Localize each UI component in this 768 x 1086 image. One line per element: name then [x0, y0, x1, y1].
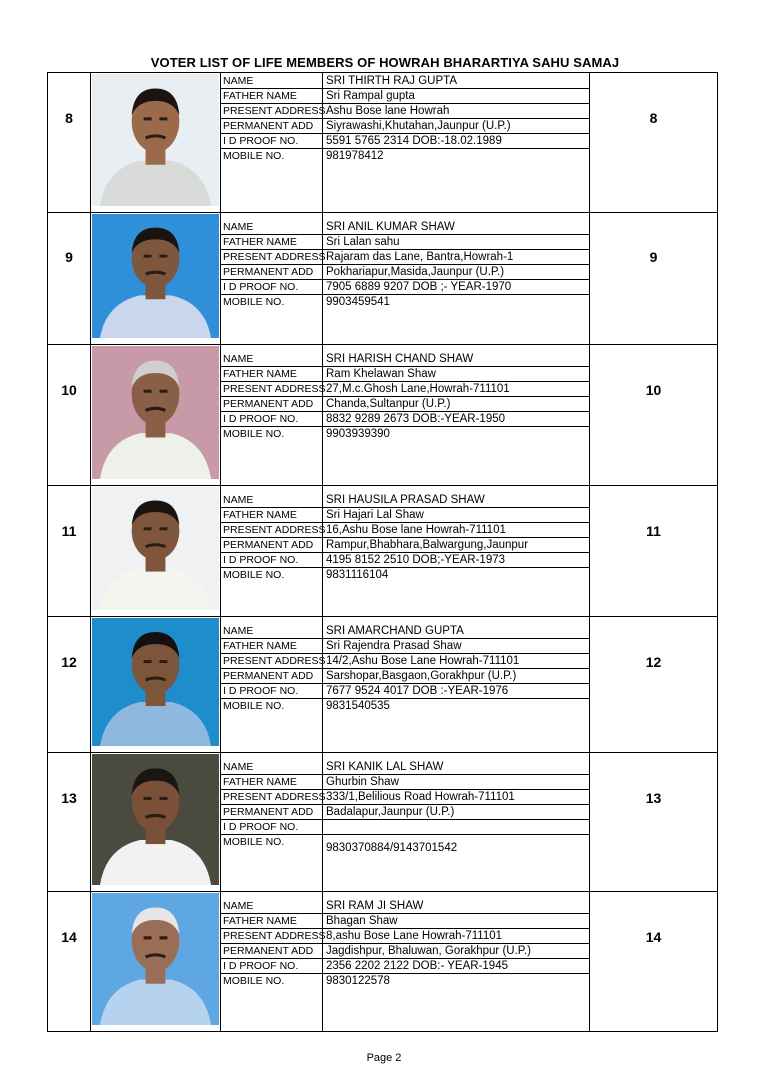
- field-permanent: Siyrawashi,Khutahan,Jaunpur (U.P.): [326, 120, 511, 132]
- member-row: [48, 486, 718, 617]
- serial-cell-right: [590, 753, 718, 891]
- field-label-line: [221, 427, 322, 442]
- serial-cell-left: [48, 73, 91, 212]
- field-value-line: [323, 654, 589, 669]
- member-photo-frame: [92, 346, 219, 479]
- field-value-line: [323, 104, 589, 119]
- serial-number: 12: [61, 654, 77, 670]
- serial-number: 9: [65, 249, 73, 265]
- field-value-line: [323, 568, 589, 583]
- field-value-line: [323, 280, 589, 295]
- field-present: 14/2,Ashu Bose Lane Howrah-711101: [326, 655, 520, 667]
- field-value-line: [323, 89, 589, 104]
- serial-number-right: 10: [645, 382, 662, 398]
- member-photo: [92, 214, 219, 338]
- field-present: 16,Ashu Bose lane Howrah-711101: [326, 524, 506, 536]
- photo-cell: [91, 73, 221, 212]
- field-value-line: [323, 669, 589, 684]
- field-name: SRI KANIK LAL SHAW: [326, 761, 444, 773]
- serial-number: 8: [65, 110, 73, 126]
- field-label: NAME: [223, 761, 254, 773]
- serial-cell-left: [48, 486, 91, 616]
- photo-cell: [91, 213, 221, 344]
- field-value-line: [323, 493, 589, 508]
- serial-cell-left: [48, 892, 91, 1031]
- field-label-line: [221, 790, 326, 805]
- field-value-line: [323, 250, 589, 265]
- field-label-line: [221, 523, 326, 538]
- field-value-line: [323, 295, 589, 310]
- field-value-line: [323, 639, 589, 654]
- serial-number: 14: [61, 929, 77, 945]
- field-value-line: [323, 805, 589, 820]
- field-value-line: [323, 959, 589, 974]
- field-idproof: 2356 2202 2122 DOB:- YEAR-1945: [326, 960, 508, 972]
- field-value-line: [323, 523, 589, 538]
- field-label: PRESENT ADDRESS: [223, 105, 326, 117]
- field-permanent: Rampur,Bhabhara,Balwargung,Jaunpur: [326, 539, 529, 551]
- field-value-line: [323, 235, 589, 250]
- label-column: [221, 753, 326, 891]
- field-father: Ghurbin Shaw: [326, 776, 399, 788]
- field-label: PRESENT ADDRESS: [223, 251, 326, 263]
- serial-cell-right: [590, 617, 718, 752]
- serial-number-right: 13: [645, 790, 662, 806]
- field-label-line: [221, 382, 326, 397]
- field-value-line: [323, 119, 589, 134]
- voter-table: [47, 72, 718, 1032]
- field-label: FATHER NAME: [223, 368, 297, 380]
- field-value-line: [323, 397, 589, 412]
- field-value-line: [323, 974, 589, 989]
- field-label: FATHER NAME: [223, 776, 297, 788]
- field-value-line: [323, 352, 589, 367]
- serial-number: 10: [61, 382, 77, 398]
- field-label: NAME: [223, 353, 254, 365]
- field-label: FATHER NAME: [223, 236, 297, 248]
- value-column: [323, 73, 590, 212]
- field-label: I D PROOF NO.: [223, 554, 299, 566]
- field-mobile: 9831116104: [326, 569, 389, 581]
- field-value-line: [323, 149, 589, 164]
- field-value-line: [323, 929, 589, 944]
- field-mobile: 981978412: [326, 150, 384, 162]
- field-label: MOBILE NO.: [223, 836, 285, 848]
- field-label-line: [221, 367, 322, 382]
- field-mobile: 9903459541: [326, 296, 390, 308]
- field-label: NAME: [223, 221, 254, 233]
- field-label: PERMANENT ADD: [223, 398, 314, 410]
- field-permanent: Jagdishpur, Bhaluwan, Gorakhpur (U.P.): [326, 945, 531, 957]
- member-row: [48, 753, 718, 892]
- field-father: Sri Lalan sahu: [326, 236, 400, 248]
- serial-number: 13: [61, 790, 77, 806]
- field-label-line: [221, 669, 322, 684]
- field-label: MOBILE NO.: [223, 975, 285, 987]
- field-value-line: [323, 134, 589, 149]
- label-column: [221, 213, 326, 344]
- member-photo-frame: [92, 74, 219, 206]
- field-label: PERMANENT ADD: [223, 539, 314, 551]
- field-label-line: [221, 654, 326, 669]
- member-photo: [92, 754, 219, 885]
- field-label: PRESENT ADDRESS: [223, 655, 326, 667]
- field-label-line: [221, 493, 322, 508]
- field-label: PRESENT ADDRESS: [223, 383, 326, 395]
- field-value-line: [323, 760, 589, 775]
- field-label-line: [221, 929, 326, 944]
- value-column: [323, 486, 590, 616]
- field-label-line: [221, 805, 322, 820]
- serial-cell-right: [590, 73, 718, 212]
- field-label-line: [221, 760, 322, 775]
- serial-number-right: 12: [645, 654, 662, 670]
- field-label: FATHER NAME: [223, 640, 297, 652]
- serial-cell-left: [48, 213, 91, 344]
- field-label-line: [221, 553, 322, 568]
- label-column: [221, 892, 326, 1031]
- photo-cell: [91, 753, 221, 891]
- serial-number-right: 14: [645, 929, 662, 945]
- member-row: [48, 345, 718, 486]
- field-label: FATHER NAME: [223, 915, 297, 927]
- field-value-line: [323, 508, 589, 523]
- page-title: VOTER LIST OF LIFE MEMBERS OF HOWRAH BHARARTIYA SAHU SAMAJ: [150, 55, 620, 70]
- field-label-line: [221, 250, 326, 265]
- field-label-line: [221, 397, 322, 412]
- field-label: MOBILE NO.: [223, 569, 285, 581]
- field-father: Sri Hajari Lal Shaw: [326, 509, 424, 521]
- field-label-line: [221, 265, 322, 280]
- serial-cell-right: [590, 213, 718, 344]
- label-column: [221, 617, 326, 752]
- field-value-line: [323, 699, 589, 714]
- field-label: I D PROOF NO.: [223, 135, 299, 147]
- field-present: 8,ashu Bose Lane Howrah-711101: [326, 930, 503, 942]
- field-father: Sri Rampal gupta: [326, 90, 415, 102]
- field-label-line: [221, 352, 322, 367]
- field-label-line: [221, 134, 322, 149]
- field-name: SRI HAUSILA PRASAD SHAW: [326, 494, 485, 506]
- member-photo: [92, 618, 219, 746]
- field-label: PERMANENT ADD: [223, 266, 314, 278]
- member-photo-frame: [92, 487, 219, 610]
- field-value-line: [323, 412, 589, 427]
- field-label: NAME: [223, 625, 254, 637]
- field-label-line: [221, 74, 322, 89]
- field-label: I D PROOF NO.: [223, 685, 299, 697]
- field-label-line: [221, 119, 322, 134]
- field-label-line: [221, 235, 322, 250]
- field-label: I D PROOF NO.: [223, 413, 299, 425]
- field-idproof: 4195 8152 2510 DOB;-YEAR-1973: [326, 554, 506, 566]
- field-value-line: [323, 841, 589, 856]
- field-permanent: Chanda,Sultanpur (U.P.): [326, 398, 451, 410]
- field-label: PERMANENT ADD: [223, 945, 314, 957]
- member-photo-frame: [92, 618, 219, 746]
- field-value-line: [323, 914, 589, 929]
- field-label-line: [221, 639, 322, 654]
- field-label: MOBILE NO.: [223, 296, 285, 308]
- field-label: PRESENT ADDRESS: [223, 791, 326, 803]
- field-label: I D PROOF NO.: [223, 960, 299, 972]
- member-row: [48, 892, 718, 1032]
- serial-cell-right: [590, 892, 718, 1031]
- serial-cell-left: [48, 345, 91, 485]
- value-column: [323, 753, 590, 891]
- serial-cell-right: [590, 486, 718, 616]
- serial-cell-left: [48, 753, 91, 891]
- field-father: Ram Khelawan Shaw: [326, 368, 436, 380]
- field-label-line: [221, 835, 322, 850]
- field-label: PRESENT ADDRESS: [223, 930, 326, 942]
- field-label-line: [221, 974, 322, 989]
- field-label: PERMANENT ADD: [223, 670, 314, 682]
- field-value-line: [323, 820, 589, 835]
- photo-cell: [91, 345, 221, 485]
- field-present: Rajaram das Lane, Bantra,Howrah-1: [326, 251, 514, 263]
- member-row: [48, 73, 718, 213]
- serial-cell-right: [590, 345, 718, 485]
- field-label: PERMANENT ADD: [223, 806, 314, 818]
- field-value-line: [323, 790, 589, 805]
- field-label-line: [221, 899, 322, 914]
- member-row: [48, 213, 718, 345]
- label-column: [221, 345, 326, 485]
- serial-number-right: 8: [649, 110, 658, 126]
- field-present: 27,M.c.Ghosh Lane,Howrah-711101: [326, 383, 510, 395]
- field-label-line: [221, 699, 322, 714]
- field-idproof: 7905 6889 9207 DOB ;- YEAR-1970: [326, 281, 512, 293]
- field-label-line: [221, 280, 322, 295]
- field-name: SRI AMARCHAND GUPTA: [326, 625, 464, 637]
- field-label-line: [221, 412, 322, 427]
- member-photo: [92, 74, 219, 206]
- member-photo-frame: [92, 893, 219, 1025]
- serial-number-right: 11: [646, 523, 661, 539]
- value-column: [323, 617, 590, 752]
- field-label: FATHER NAME: [223, 509, 297, 521]
- field-label-line: [221, 775, 322, 790]
- field-label-line: [221, 820, 322, 835]
- photo-cell: [91, 892, 221, 1031]
- field-label-line: [221, 295, 322, 310]
- field-label-line: [221, 684, 322, 699]
- field-label: FATHER NAME: [223, 90, 297, 102]
- field-present: Ashu Bose lane Howrah: [326, 105, 450, 117]
- member-photo: [92, 893, 219, 1025]
- field-label-line: [221, 149, 322, 164]
- field-label-line: [221, 624, 322, 639]
- member-photo: [92, 487, 219, 610]
- field-value-line: [323, 382, 589, 397]
- field-permanent: Pokhariapur,Masida,Jaunpur (U.P.): [326, 266, 505, 278]
- field-label-line: [221, 568, 322, 583]
- field-idproof: 8832 9289 2673 DOB:-YEAR-1950: [326, 413, 506, 425]
- field-mobile: 9830122578: [326, 975, 390, 987]
- field-value-line: [323, 265, 589, 280]
- field-label: MOBILE NO.: [223, 700, 285, 712]
- field-label: NAME: [223, 900, 254, 912]
- photo-cell: [91, 617, 221, 752]
- photo-cell: [91, 486, 221, 616]
- serial-cell-left: [48, 617, 91, 752]
- field-mobile: 9830370884/9143701542: [326, 842, 458, 854]
- field-value-line: [323, 220, 589, 235]
- field-mobile: 9831540535: [326, 700, 390, 712]
- field-label: NAME: [223, 75, 254, 87]
- field-label: I D PROOF NO.: [223, 821, 299, 833]
- member-photo: [92, 346, 219, 479]
- field-value-line: [323, 427, 589, 442]
- field-label: PRESENT ADDRESS: [223, 524, 326, 536]
- field-present: 333/1,Belilious Road Howrah-711101: [326, 791, 515, 803]
- field-permanent: Badalapur,Jaunpur (U.P.): [326, 806, 455, 818]
- field-label: NAME: [223, 494, 254, 506]
- field-value-line: [323, 899, 589, 914]
- field-father: Bhagan Shaw: [326, 915, 398, 927]
- field-label: PERMANENT ADD: [223, 120, 314, 132]
- field-label: MOBILE NO.: [223, 428, 285, 440]
- member-photo-frame: [92, 754, 219, 885]
- member-row: [48, 617, 718, 753]
- field-name: SRI ANIL KUMAR SHAW: [326, 221, 455, 233]
- field-label-line: [221, 508, 322, 523]
- field-value-line: [323, 684, 589, 699]
- label-column: [221, 73, 326, 212]
- field-value-line: [323, 624, 589, 639]
- field-label-line: [221, 104, 326, 119]
- field-value-line: [323, 553, 589, 568]
- field-value-line: [323, 775, 589, 790]
- field-idproof: 5591 5765 2314 DOB:-18.02.1989: [326, 135, 502, 147]
- page-number: Page 2: [366, 1052, 402, 1064]
- field-value-line: [323, 367, 589, 382]
- field-label-line: [221, 944, 322, 959]
- field-name: SRI THIRTH RAJ GUPTA: [326, 75, 457, 87]
- value-column: [323, 345, 590, 485]
- field-mobile: 9903939390: [326, 428, 390, 440]
- field-value-line: [323, 74, 589, 89]
- field-value-line: [323, 538, 589, 553]
- field-father: Sri Rajendra Prasad Shaw: [326, 640, 462, 652]
- field-idproof: 7677 9524 4017 DOB :-YEAR-1976: [326, 685, 509, 697]
- label-column: [221, 486, 326, 616]
- member-photo-frame: [92, 214, 219, 338]
- field-label-line: [221, 914, 322, 929]
- serial-number: 11: [61, 523, 77, 539]
- value-column: [323, 213, 590, 344]
- field-name: SRI RAM JI SHAW: [326, 900, 424, 912]
- field-label-line: [221, 538, 322, 553]
- field-label: MOBILE NO.: [223, 150, 285, 162]
- field-label: I D PROOF NO.: [223, 281, 299, 293]
- serial-number-right: 9: [649, 249, 658, 265]
- field-permanent: Sarshopar,Basgaon,Gorakhpur (U.P.): [326, 670, 517, 682]
- field-name: SRI HARISH CHAND SHAW: [326, 353, 474, 365]
- field-label-line: [221, 220, 322, 235]
- field-label-line: [221, 89, 322, 104]
- field-label-line: [221, 959, 322, 974]
- field-value-line: [323, 944, 589, 959]
- value-column: [323, 892, 590, 1031]
